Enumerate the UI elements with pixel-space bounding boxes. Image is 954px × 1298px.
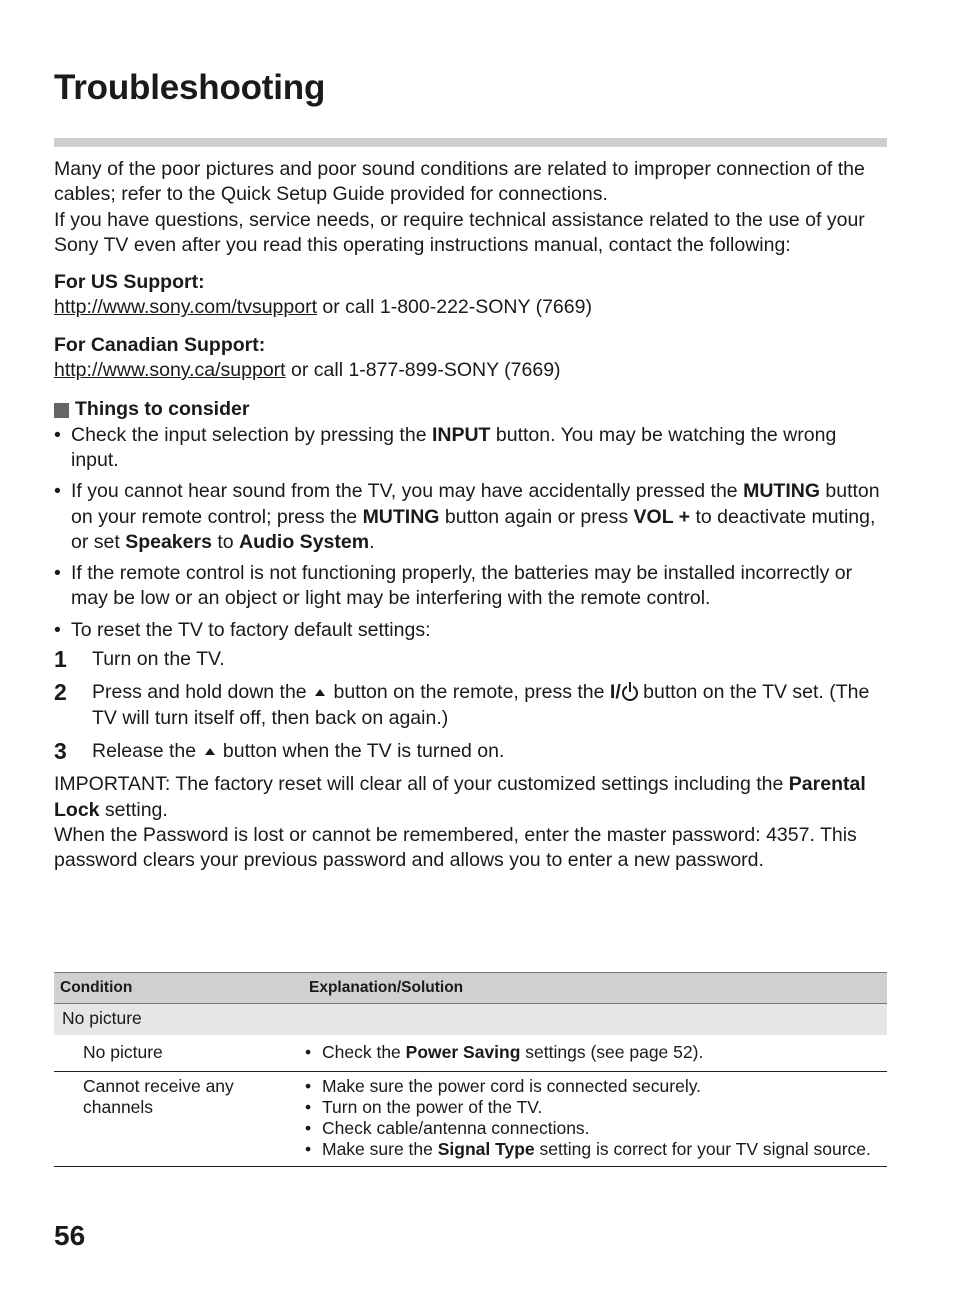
list-item: • Turn on the power of the TV. <box>305 1097 543 1117</box>
page-title: Troubleshooting <box>54 68 326 107</box>
ca-support-heading: For Canadian Support: <box>54 333 266 356</box>
condition-cell: No picture <box>54 1036 303 1072</box>
troubleshooting-table <box>54 972 887 1167</box>
step-2: 2 Press and hold down the button on the remote, press the I/ button on the TV set. (The TV will turn itself off, then back on again.) <box>54 680 887 731</box>
intro-paragraph-2: If you have questions, service needs, or require technical assistance related to the use of your Sony TV even after you read this operating instructions manual, contact the following: <box>54 208 865 256</box>
table-row <box>54 1036 887 1072</box>
us-support-heading: For US Support: <box>54 271 205 294</box>
us-support-link[interactable]: http://www.sony.com/tvsupport <box>54 296 317 319</box>
password-paragraph: When the Password is lost or cannot be remembered, enter the master password: 4357. This password clears your previous password and allows you to enter a new password. <box>54 823 857 872</box>
solution-cell <box>303 1036 887 1072</box>
input-button-name: INPUT <box>431 423 491 446</box>
table-header-row <box>54 973 887 1004</box>
solution-cell <box>303 1072 887 1167</box>
list-item: • If you cannot hear sound from the TV, you may have accidentally pressed the MUTING button on your remote control; press the MUTING button again or press VOL + to deactivate muting, or set Speakers to Audio System. <box>54 479 887 555</box>
step-number: 2 <box>54 679 67 706</box>
step-1: 1 Turn on the TV. <box>54 646 225 673</box>
list-item: • If the remote control is not functioning properly, the batteries may be installed incorrectly or may be low or an object or light may be interfering with the remote control. <box>54 561 887 612</box>
ca-support-line <box>54 358 887 383</box>
things-heading <box>54 397 887 422</box>
up-arrow-icon <box>205 748 215 755</box>
list-item: • Make sure the power cord is connected securely. <box>305 1076 702 1096</box>
up-arrow-icon <box>315 689 325 696</box>
list-item: • Check the Power Saving settings (see page 52). <box>305 1042 704 1062</box>
column-header-solution: Explanation/Solution <box>303 973 887 1004</box>
bullet-dot: • <box>54 423 61 446</box>
us-support-line <box>54 295 887 320</box>
important-paragraph: IMPORTANT: The factory reset will clear all of your customized settings including the Parental Lock setting. <box>54 773 866 821</box>
intro-paragraph-1: Many of the poor pictures and poor sound conditions are related to improper connection of the cables; refer to the Quick Setup Guide provided for connections. <box>54 158 865 206</box>
ca-support-link[interactable]: http://www.sony.ca/support <box>54 359 286 382</box>
list-item: • To reset the TV to factory default settings: <box>54 618 887 643</box>
body-text <box>54 157 887 873</box>
ca-support-phone: or call 1-877-899-SONY (7669) <box>285 359 561 382</box>
page-number: 56 <box>54 1220 86 1251</box>
list-item: • Check the input selection by pressing the INPUT button. You may be watching the wrong input. <box>54 423 887 474</box>
step-number: 1 <box>54 646 67 673</box>
list-item: • Make sure the Signal Type setting is correct for your TV signal source. <box>305 1139 871 1159</box>
step-3: 3 Release the button when the TV is turned on. <box>54 737 505 764</box>
us-support-phone: or call 1-800-222-SONY (7669) <box>317 296 592 319</box>
power-button-symbol: I/ <box>610 680 638 705</box>
things-heading-text: Things to consider <box>75 398 250 421</box>
step-number: 3 <box>54 737 67 764</box>
table-group-row <box>54 1004 887 1036</box>
square-bullet-icon <box>54 403 69 418</box>
power-icon <box>622 685 638 701</box>
condition-cell: Cannot receive any channels <box>54 1072 303 1167</box>
list-item: • Check cable/antenna connections. <box>305 1118 590 1138</box>
column-header-condition: Condition <box>54 973 303 1004</box>
bullet-dot: • <box>54 618 61 641</box>
bullet-dot: • <box>54 562 61 585</box>
group-label: No picture <box>54 1004 887 1036</box>
table-row <box>54 1072 887 1167</box>
bullet-dot: • <box>54 480 61 503</box>
title-rule <box>54 138 887 147</box>
